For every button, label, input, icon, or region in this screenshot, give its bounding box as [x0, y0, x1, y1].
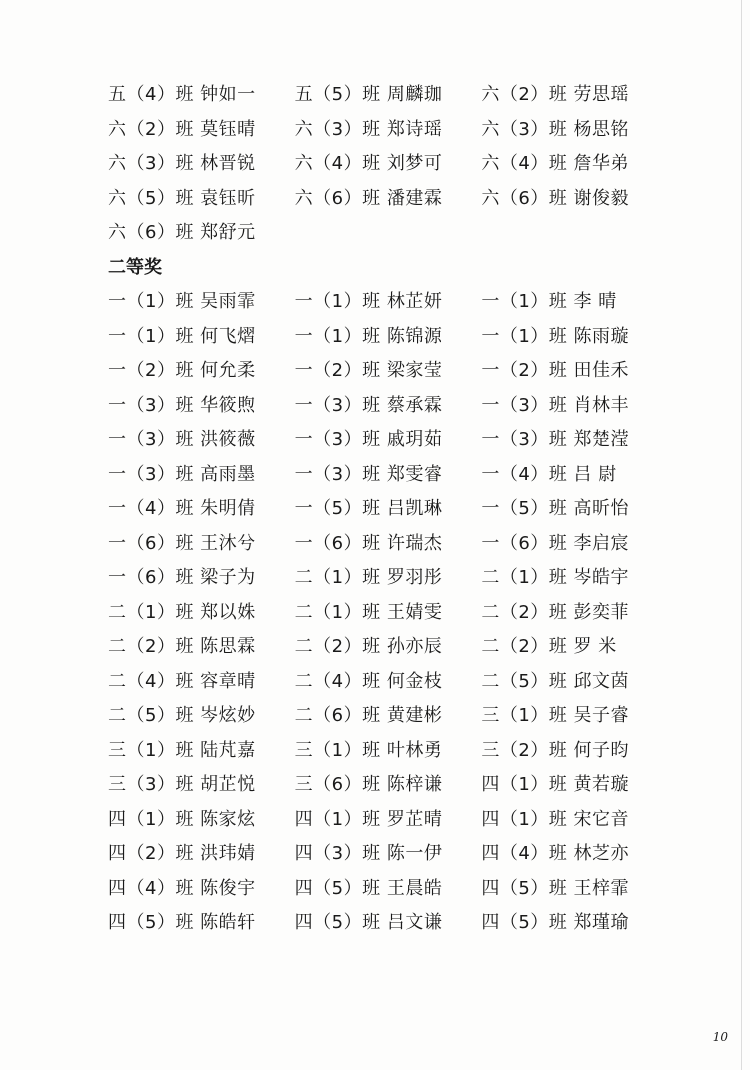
student-entry: 二（2）班 彭奕菲: [481, 601, 630, 623]
list-row: [108, 283, 668, 318]
page-edge-line: [741, 0, 742, 1070]
student-entry: 二（4）班 何金枝: [294, 670, 443, 692]
student-entry: 一（6）班 李启宸: [481, 532, 630, 554]
list-row: [108, 180, 668, 215]
student-entry: 一（2）班 田佳禾: [481, 360, 630, 382]
student-entry: 六（6）班 谢俊毅: [481, 187, 630, 209]
student-entry: 四（1）班 陈家炫: [108, 808, 256, 830]
student-entry: 一（3）班 蔡承霖: [294, 394, 443, 416]
list-row: [108, 835, 668, 870]
student-entry: 一（3）班 洪筱薇: [108, 429, 256, 451]
student-entry: 二（1）班 王婧雯: [294, 601, 443, 623]
list-row: [108, 766, 668, 801]
student-entry: 三（2）班 何子昀: [481, 739, 630, 761]
student-entry: 四（5）班 吕文谦: [294, 912, 443, 934]
student-entry: 一（3）班 华筱煦: [108, 394, 256, 416]
student-entry: 一（3）班 戚玥茹: [294, 429, 443, 451]
list-row: [108, 663, 668, 698]
student-entry: 一（1）班 林芷妍: [294, 291, 443, 313]
student-entry: 一（1）班 何飞熠: [108, 325, 256, 347]
list-row: [108, 594, 668, 629]
student-entry: 一（2）班 梁家莹: [294, 360, 443, 382]
student-entry: 一（3）班 肖林丰: [481, 394, 630, 416]
student-entry: 一（6）班 许瑞杰: [294, 532, 443, 554]
top-rows-group: [108, 76, 668, 249]
student-entry: 六（3）班 郑诗瑶: [294, 118, 443, 140]
student-entry: 六（6）班 郑舒元: [108, 222, 256, 244]
list-row: [108, 732, 668, 767]
student-entry: 四（5）班 陈皓轩: [108, 912, 256, 934]
list-row: [108, 111, 668, 146]
student-entry: 一（1）班 陈锦源: [294, 325, 443, 347]
student-entry: 四（4）班 林芝亦: [481, 843, 630, 865]
list-row: [108, 904, 668, 939]
student-entry: 三（6）班 陈梓谦: [294, 774, 443, 796]
list-row: [108, 525, 668, 560]
student-entry: 二（5）班 岑炫妙: [108, 705, 256, 727]
student-entry: 二（1）班 罗羽彤: [294, 567, 443, 589]
student-entry: 四（1）班 宋它音: [481, 808, 630, 830]
list-row: [108, 352, 668, 387]
student-entry: 六（6）班 潘建霖: [294, 187, 443, 209]
student-entry: 四（1）班 罗芷晴: [294, 808, 443, 830]
student-entry: 一（5）班 吕凯琳: [294, 498, 443, 520]
list-row: [108, 387, 668, 422]
award-list: [108, 76, 668, 939]
student-entry: 五（4）班 钟如一: [108, 84, 256, 106]
student-entry: 三（3）班 胡芷悦: [108, 774, 256, 796]
student-entry: 六（4）班 刘梦可: [294, 153, 443, 175]
student-entry: 一（1）班 李 晴: [481, 291, 617, 313]
student-entry: 四（5）班 王晨皓: [294, 877, 443, 899]
student-entry: 六（4）班 詹华弟: [481, 153, 630, 175]
student-entry: 五（5）班 周麟珈: [294, 84, 443, 106]
student-entry: 二（2）班 孙亦辰: [294, 636, 443, 658]
student-entry: 一（3）班 郑雯睿: [294, 463, 443, 485]
student-entry: 三（1）班 叶林勇: [294, 739, 443, 761]
student-entry: 一（2）班 何允柔: [108, 360, 256, 382]
student-entry: 二（2）班 罗 米: [481, 636, 617, 658]
second-prize-rows-group: [108, 283, 668, 939]
list-row: [108, 628, 668, 663]
student-entry: 六（3）班 林晋锐: [108, 153, 256, 175]
list-row: [108, 870, 668, 905]
student-entry: 四（2）班 洪玮婧: [108, 843, 256, 865]
student-entry: 一（6）班 梁子为: [108, 567, 256, 589]
student-entry: 二（1）班 郑以姝: [108, 601, 256, 623]
section-heading: 二等奖: [108, 256, 162, 278]
student-entry: 一（5）班 高昕怡: [481, 498, 630, 520]
list-row: [108, 559, 668, 594]
student-entry: 二（2）班 陈思霖: [108, 636, 256, 658]
student-entry: 二（5）班 邱文茵: [481, 670, 630, 692]
list-row: [108, 801, 668, 836]
list-row: [108, 76, 668, 111]
student-entry: 一（3）班 郑楚滢: [481, 429, 630, 451]
list-row: [108, 456, 668, 491]
page-number: 10: [712, 1030, 728, 1044]
list-row: [108, 490, 668, 525]
list-row: [108, 214, 668, 249]
student-entry: 四（5）班 王梓霏: [481, 877, 630, 899]
list-row: [108, 421, 668, 456]
student-entry: 六（2）班 莫钰晴: [108, 118, 256, 140]
student-entry: 六（2）班 劳思瑶: [481, 84, 630, 106]
student-entry: 三（1）班 吴子睿: [481, 705, 630, 727]
student-entry: 一（3）班 高雨墨: [108, 463, 256, 485]
student-entry: 一（1）班 吴雨霏: [108, 291, 256, 313]
student-entry: 一（1）班 陈雨璇: [481, 325, 630, 347]
student-entry: 一（6）班 王沐兮: [108, 532, 256, 554]
student-entry: 一（4）班 朱明倩: [108, 498, 256, 520]
student-entry: 二（1）班 岑皓宇: [481, 567, 630, 589]
student-entry: 六（5）班 袁钰昕: [108, 187, 256, 209]
student-entry: 二（6）班 黄建彬: [294, 705, 443, 727]
student-entry: 六（3）班 杨思铭: [481, 118, 630, 140]
list-row: [108, 145, 668, 180]
student-entry: 四（5）班 郑瑾瑜: [481, 912, 630, 934]
list-row: [108, 697, 668, 732]
student-entry: 四（3）班 陈一伊: [294, 843, 443, 865]
student-entry: 四（1）班 黄若璇: [481, 774, 630, 796]
list-row: [108, 318, 668, 353]
student-entry: 一（4）班 吕 尉: [481, 463, 617, 485]
student-entry: 二（4）班 容章晴: [108, 670, 256, 692]
student-entry: 四（4）班 陈俊宇: [108, 877, 256, 899]
student-entry: 三（1）班 陆芃嘉: [108, 739, 256, 761]
